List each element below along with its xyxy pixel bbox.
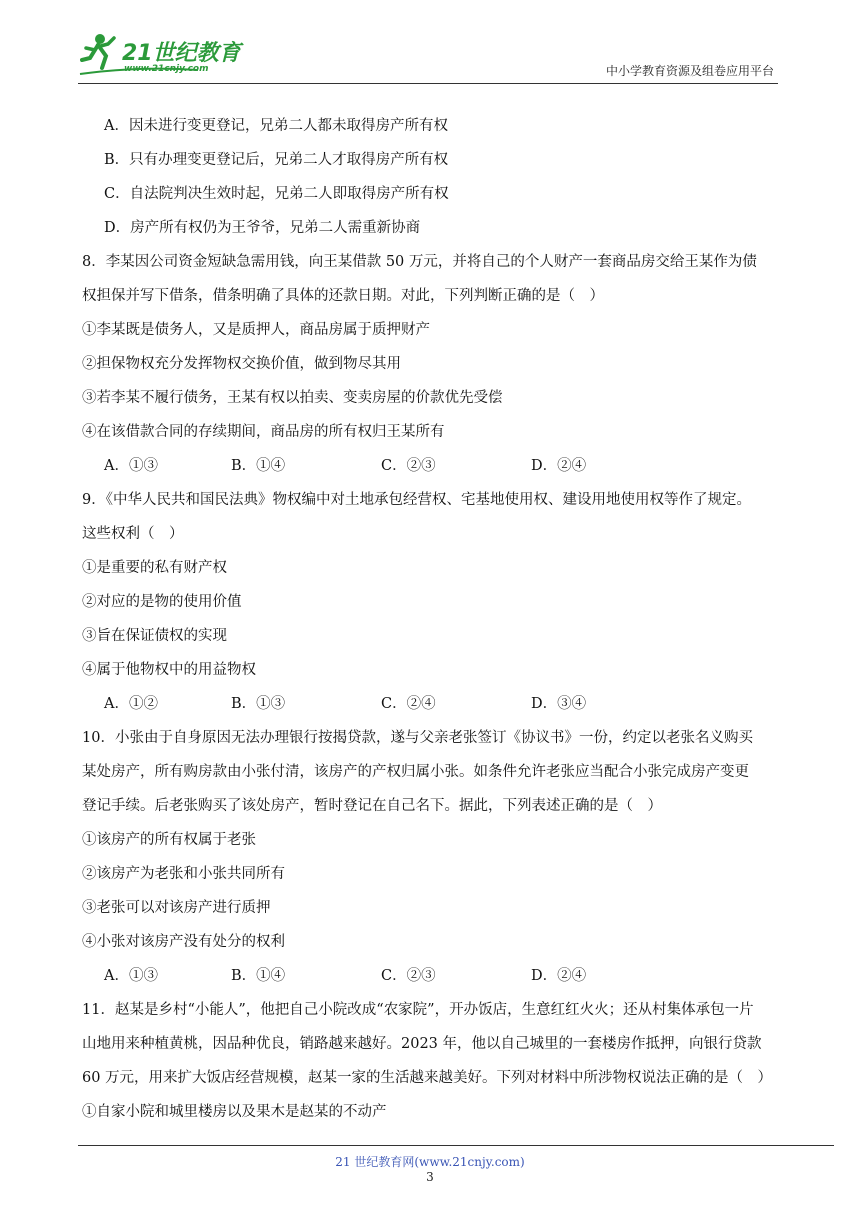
logo-url: www.21cnjy.com (124, 64, 209, 74)
answer-option: B．①③ (231, 696, 286, 712)
text-line: ①李某既是债务人，又是质押人，商品房属于质押财产 (82, 322, 430, 338)
answer-option: B．①④ (231, 968, 286, 984)
logo (78, 30, 253, 80)
text-line: 11．赵某是乡村“小能人”，他把自己小院改成“农家院”，开办饭店，生意红红火火；还从村集体承包一片 (82, 1002, 754, 1018)
text-line: C．自法院判决生效时起，兄弟二人即取得房产所有权 (104, 186, 449, 202)
platform-name: 中小学教育资源及组卷应用平台 (605, 64, 774, 78)
text-line: D．房产所有权仍为王爷爷，兄弟二人需重新协商 (104, 220, 421, 236)
text-line: ②该房产为老张和小张共同所有 (82, 866, 285, 882)
text-line: ②对应的是物的使用价值 (82, 594, 242, 610)
text-line: ④在该借款合同的存续期间，商品房的所有权归王某所有 (82, 424, 445, 440)
text-line: 权担保并写下借条，借条明确了具体的还款日期。对此，下列判断正确的是（ ） (82, 288, 604, 304)
text-line: ③旨在保证债权的实现 (82, 628, 227, 644)
text-line: ①该房产的所有权属于老张 (82, 832, 256, 848)
answer-option: A．①② (104, 696, 158, 712)
text-line: 60 万元，用来扩大饭店经营规模，赵某一家的生活越来越美好。下列对材料中所涉物权说法正确的是（ ） (82, 1070, 773, 1086)
text-line: 这些权利（ ） (82, 526, 184, 542)
answer-option: D．②④ (531, 458, 587, 474)
text-line: ④小张对该房产没有处分的权利 (82, 934, 285, 950)
footer-site-link[interactable]: 21 世纪教育网(www.21cnjy.com) (335, 1155, 525, 1169)
header-divider (78, 83, 778, 84)
text-line: A．因未进行变更登记，兄弟二人都未取得房产所有权 (104, 118, 448, 134)
text-line: B．只有办理变更登记后，兄弟二人才取得房产所有权 (104, 152, 449, 168)
text-line: 山地用来种植黄桃，因品种优良，销路越来越好。2023 年，他以自己城里的一套楼房作抵押，向银行贷款 (82, 1036, 762, 1052)
answer-option: C．②④ (381, 696, 436, 712)
text-line: 9．《中华人民共和国民法典》物权编中对土地承包经营权、宅基地使用权、建设用地使用权等作了规定。 (82, 492, 751, 508)
text-line: ③若李某不履行债务，王某有权以拍卖、变卖房屋的价款优先受偿 (82, 390, 503, 406)
answer-option: D．③④ (531, 696, 587, 712)
text-line: ③老张可以对该房产进行质押 (82, 900, 271, 916)
answer-option: B．①④ (231, 458, 286, 474)
text-line: 某处房产，所有购房款由小张付清，该房产的产权归属小张。如条件允许老张应当配合小张完成房产变更 (82, 764, 749, 780)
text-line: 8．李某因公司资金短缺急需用钱，向王某借款 50 万元，并将自己的个人财产一套商品房交给王某作为债 (82, 254, 757, 270)
answer-option: C．②③ (381, 458, 436, 474)
footer-divider (78, 1145, 834, 1146)
answer-option: A．①③ (104, 458, 158, 474)
text-line: ①自家小院和城里楼房以及果木是赵某的不动产 (82, 1104, 387, 1120)
text-line: ④属于他物权中的用益物权 (82, 662, 256, 678)
text-line: 10．小张由于自身原因无法办理银行按揭贷款，遂与父亲老张签订《协议书》一份，约定以老张名义购买 (82, 730, 753, 746)
answer-option: C．②③ (381, 968, 436, 984)
page-header (0, 0, 860, 90)
text-line: ①是重要的私有财产权 (82, 560, 227, 576)
answer-option: D．②④ (531, 968, 587, 984)
text-line: ②担保物权充分发挥物权交换价值，做到物尽其用 (82, 356, 401, 372)
logo-text: 21世纪教育 (122, 41, 241, 66)
text-line: 登记手续。后老张购买了该处房产，暂时登记在自己名下。据此，下列表述正确的是（ ） (82, 798, 662, 814)
page-number: 3 (426, 1170, 434, 1184)
answer-option: A．①③ (104, 968, 158, 984)
